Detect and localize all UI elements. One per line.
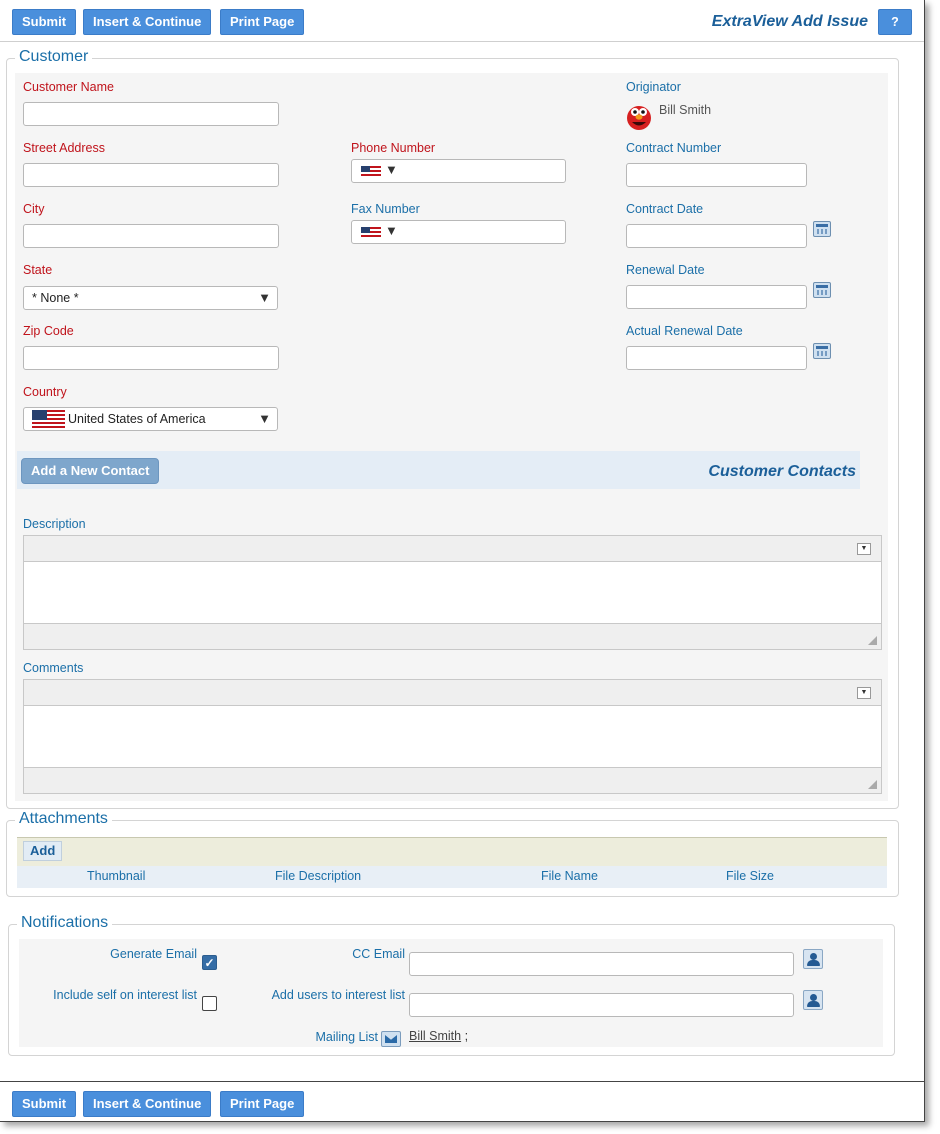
us-flag-icon [32, 410, 65, 428]
phone-number-label: Phone Number [351, 141, 436, 155]
cc-email-input[interactable] [409, 952, 794, 976]
submit-button[interactable]: Submit [12, 9, 76, 35]
fax-number-label: Fax Number [351, 202, 420, 216]
state-select[interactable] [23, 286, 278, 310]
city-label: City [23, 202, 45, 216]
contract-number-label: Contract Number [626, 141, 722, 155]
renewal-date-input[interactable] [626, 285, 807, 309]
customer-panel [15, 73, 888, 801]
add-new-contact-button[interactable]: Add a New Contact [21, 458, 159, 484]
editor-statusbar [24, 623, 881, 649]
customer-name-input[interactable] [23, 102, 279, 126]
generate-email-checkbox[interactable]: ✓ [202, 955, 217, 970]
mailing-list-user-link[interactable]: Bill Smith [409, 1029, 462, 1043]
notifications-panel [19, 939, 883, 1047]
description-editor[interactable] [23, 535, 882, 650]
us-flag-icon[interactable] [361, 227, 381, 238]
column-thumbnail[interactable]: Thumbnail [87, 869, 146, 883]
chevron-down-icon[interactable]: ▼ [857, 687, 871, 699]
actual-renewal-date-label: Actual Renewal Date [626, 324, 743, 338]
editor-toolbar [24, 680, 881, 706]
chevron-down-icon[interactable]: ▼ [857, 543, 871, 555]
us-flag-icon[interactable] [361, 166, 381, 177]
help-button[interactable]: ? [878, 9, 912, 35]
resize-handle-icon[interactable] [868, 636, 877, 645]
app-title: ExtraView Add Issue [711, 13, 868, 30]
comments-editor[interactable] [23, 679, 882, 794]
include-self-label: Include self on interest list [53, 988, 197, 1002]
chevron-down-icon[interactable]: ▼ [385, 223, 398, 238]
editor-statusbar [24, 767, 881, 793]
country-select-value: United States of America [68, 412, 206, 426]
notifications-legend: Notifications [17, 914, 112, 932]
editor-toolbar [24, 536, 881, 562]
country-label: Country [23, 385, 67, 399]
attachments-header-row [17, 866, 887, 888]
state-label: State [23, 263, 53, 277]
print-page-button[interactable]: Print Page [220, 9, 304, 35]
fax-number-input[interactable] [351, 220, 566, 244]
attachments-section [6, 810, 899, 897]
chevron-down-icon: ▼ [258, 290, 271, 305]
print-page-button[interactable]: Print Page [220, 1091, 304, 1117]
user-picker-icon[interactable] [803, 949, 823, 969]
notifications-section [8, 914, 895, 1056]
comments-label: Comments [23, 661, 84, 675]
include-self-checkbox[interactable] [202, 996, 217, 1011]
description-label: Description [23, 517, 86, 531]
originator-label: Originator [626, 80, 681, 94]
customer-contacts-title: Customer Contacts [708, 463, 856, 480]
customer-legend: Customer [15, 48, 92, 66]
state-select-value: * None * [32, 291, 79, 305]
street-address-input[interactable] [23, 163, 279, 187]
renewal-date-label: Renewal Date [626, 263, 705, 277]
generate-email-label: Generate Email [110, 947, 197, 961]
customer-name-label: Customer Name [23, 80, 114, 94]
bottom-toolbar [0, 1081, 924, 1123]
submit-button[interactable]: Submit [12, 1091, 76, 1117]
calendar-icon[interactable] [813, 282, 831, 298]
street-address-label: Street Address [23, 141, 105, 155]
zip-code-label: Zip Code [23, 324, 74, 338]
column-file-name[interactable]: File Name [541, 869, 598, 883]
top-toolbar [0, 0, 924, 42]
insert-continue-button[interactable]: Insert & Continue [83, 9, 211, 35]
originator-value: Bill Smith [659, 103, 712, 117]
mailing-list-label: Mailing List [315, 1030, 378, 1044]
mail-icon[interactable] [381, 1031, 401, 1047]
contract-date-label: Contract Date [626, 202, 704, 216]
country-select[interactable] [23, 407, 278, 431]
column-file-description[interactable]: File Description [275, 869, 362, 883]
city-input[interactable] [23, 224, 279, 248]
actual-renewal-date-input[interactable] [626, 346, 807, 370]
calendar-icon[interactable] [813, 221, 831, 237]
insert-continue-button[interactable]: Insert & Continue [83, 1091, 211, 1117]
zip-code-input[interactable] [23, 346, 279, 370]
cc-email-label: CC Email [352, 947, 405, 961]
add-users-input[interactable] [409, 993, 794, 1017]
calendar-icon[interactable] [813, 343, 831, 359]
chevron-down-icon: ▼ [258, 411, 271, 426]
avatar [626, 101, 652, 131]
resize-handle-icon[interactable] [868, 780, 877, 789]
phone-number-input[interactable] [351, 159, 566, 183]
column-file-size[interactable]: File Size [726, 869, 774, 883]
customer-contacts-bar [17, 451, 860, 489]
attachments-legend: Attachments [15, 810, 112, 828]
attachments-toolbar [17, 837, 887, 866]
customer-section [6, 48, 899, 809]
contract-date-input[interactable] [626, 224, 807, 248]
contract-number-input[interactable] [626, 163, 807, 187]
mailing-list-entry [409, 1029, 468, 1043]
user-picker-icon[interactable] [803, 990, 823, 1010]
chevron-down-icon[interactable]: ▼ [385, 162, 398, 177]
add-attachment-button[interactable]: Add [23, 841, 62, 861]
mailing-list-separator: ; [464, 1029, 469, 1043]
add-users-label: Add users to interest list [271, 988, 405, 1002]
